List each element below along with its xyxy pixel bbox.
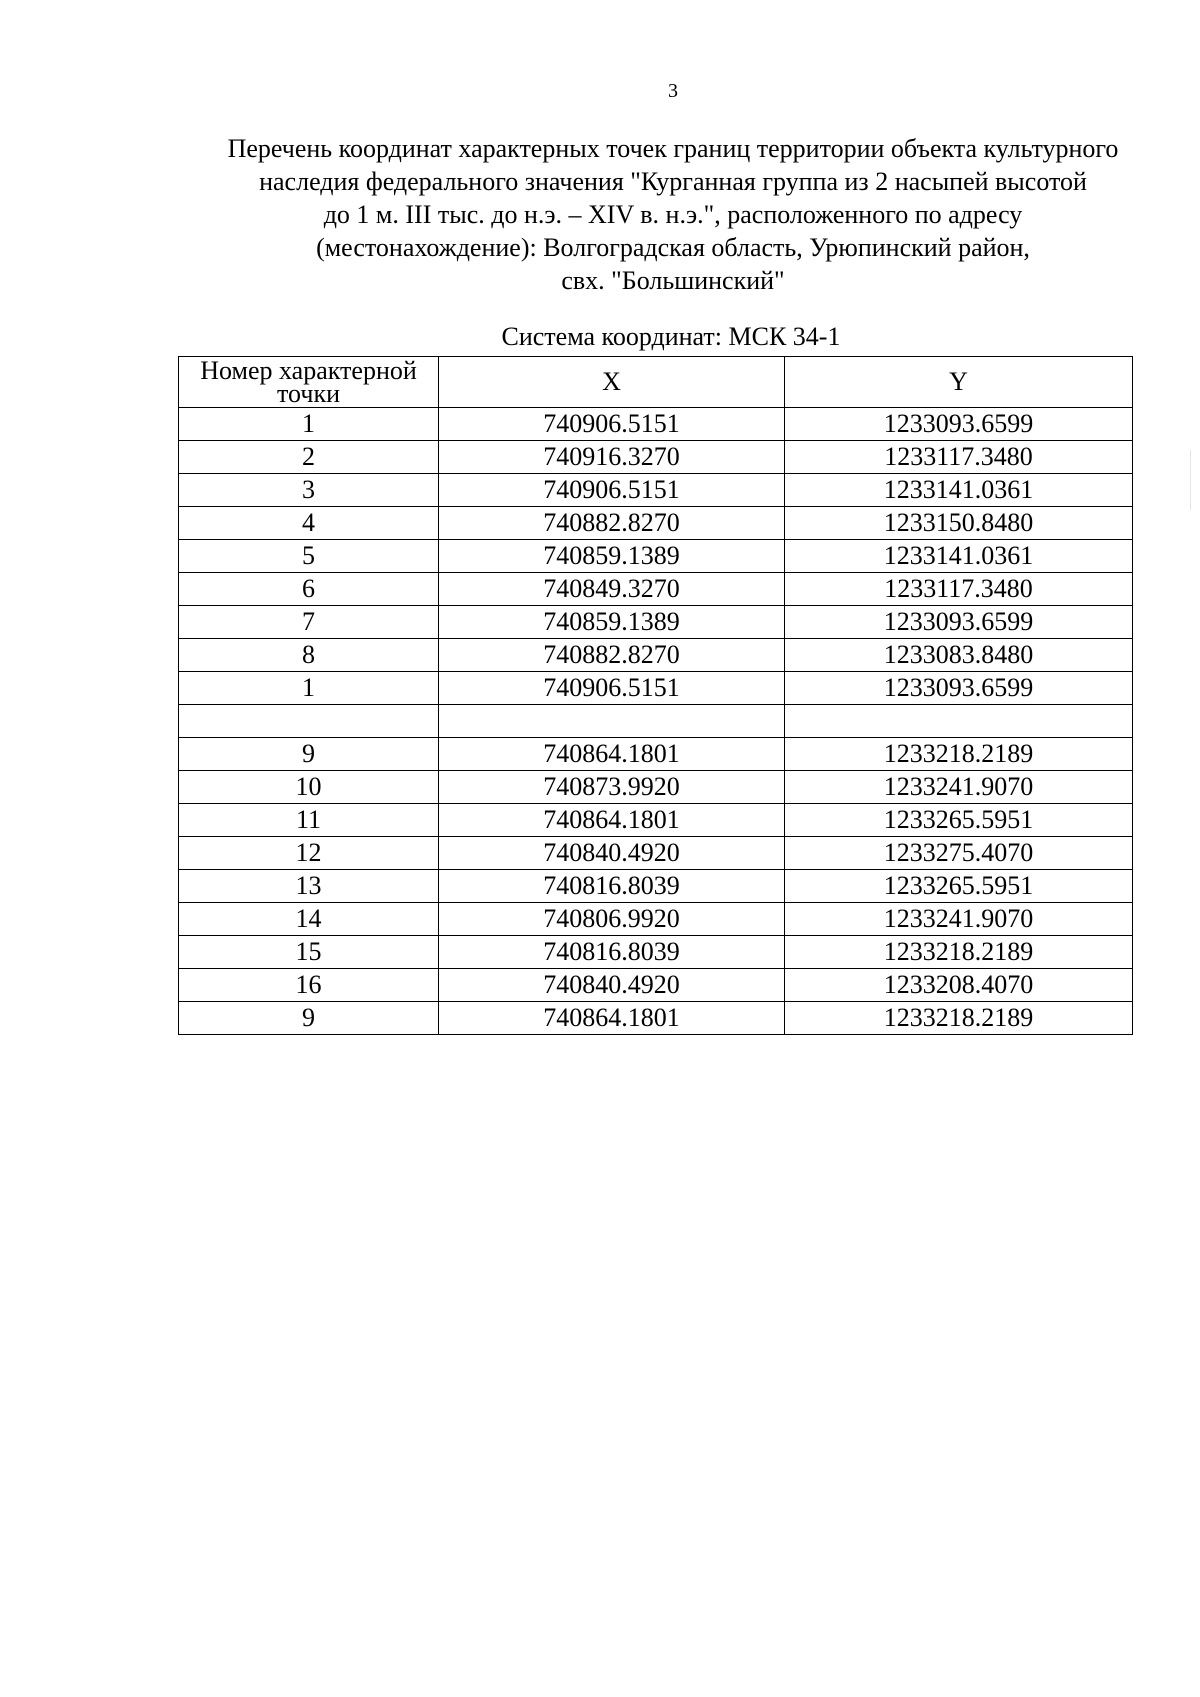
table-row: [179, 1002, 1133, 1035]
table-row: [179, 408, 1133, 441]
cell-point: 10: [179, 771, 439, 804]
cell-point: 7: [179, 606, 439, 639]
table-row: [179, 771, 1133, 804]
cell-y: 1233265.5951: [785, 804, 1133, 837]
table-row: [179, 837, 1133, 870]
title-line: свх. "Большинский": [561, 266, 785, 295]
cell-x: 740906.5151: [439, 408, 785, 441]
table-row: [179, 441, 1133, 474]
cell-y: 1233218.2189: [785, 936, 1133, 969]
cell-point: 2: [179, 441, 439, 474]
cell-point: 9: [179, 1002, 439, 1035]
cell-point: 8: [179, 639, 439, 672]
cell-point: 3: [179, 474, 439, 507]
cell-x: 740882.8270: [439, 639, 785, 672]
cell-point: 5: [179, 540, 439, 573]
table-row: [179, 903, 1133, 936]
cell-y: 1233208.4070: [785, 969, 1133, 1002]
cell-x: 740859.1389: [439, 540, 785, 573]
cell-x: 740849.3270: [439, 573, 785, 606]
cell-y: 1233093.6599: [785, 672, 1133, 705]
cell-x: 740873.9920: [439, 771, 785, 804]
cell-y: 1233241.9070: [785, 771, 1133, 804]
cell-x: 740882.8270: [439, 507, 785, 540]
page-number: 3: [668, 80, 678, 102]
title-line: наследия федерального значения "Курганная группа из 2 насыпей высотой: [259, 167, 1087, 196]
table-row: [179, 606, 1133, 639]
table-row: [179, 804, 1133, 837]
cell-x: 740806.9920: [439, 903, 785, 936]
cell-y: 1233218.2189: [785, 738, 1133, 771]
table-row: [179, 870, 1133, 903]
cell-point: 14: [179, 903, 439, 936]
cell-x: 740816.8039: [439, 936, 785, 969]
cell-y: 1233141.0361: [785, 474, 1133, 507]
table-body: [179, 408, 1133, 1035]
cell-y: 1233241.9070: [785, 903, 1133, 936]
table-header-row: [179, 357, 1133, 408]
cell-point: 15: [179, 936, 439, 969]
cell-point: 13: [179, 870, 439, 903]
cell-y: 1233093.6599: [785, 408, 1133, 441]
cell-point: 16: [179, 969, 439, 1002]
cell-x: 740916.3270: [439, 441, 785, 474]
cell-x: 740816.8039: [439, 870, 785, 903]
cell-x: 740864.1801: [439, 738, 785, 771]
cell-y: 1233093.6599: [785, 606, 1133, 639]
cell-x: 740906.5151: [439, 474, 785, 507]
table-row: [179, 672, 1133, 705]
header-y: Y: [785, 357, 1133, 408]
table-row: [179, 738, 1133, 771]
table-separator-row: [179, 705, 1133, 738]
empty-cell: [785, 705, 1133, 738]
cell-x: 740859.1389: [439, 606, 785, 639]
header-point-line2: точки: [277, 379, 340, 408]
cell-x: 740906.5151: [439, 672, 785, 705]
table-row: [179, 639, 1133, 672]
empty-cell: [179, 705, 439, 738]
cell-point: 1: [179, 672, 439, 705]
header-x: X: [439, 357, 785, 408]
document-title: [130, 132, 1200, 297]
table-row: [179, 474, 1133, 507]
cell-y: 1233218.2189: [785, 1002, 1133, 1035]
title-line: до 1 м. III тыс. до н.э. – XIV в. н.э.", расположенного по адресу: [323, 200, 1023, 229]
cell-point: 4: [179, 507, 439, 540]
cell-point: 6: [179, 573, 439, 606]
cell-point: 11: [179, 804, 439, 837]
cell-y: 1233265.5951: [785, 870, 1133, 903]
cell-y: 1233141.0361: [785, 540, 1133, 573]
cell-x: 740864.1801: [439, 804, 785, 837]
coordinate-system-label: Система координат: МСК 34-1: [501, 322, 841, 351]
cell-point: 12: [179, 837, 439, 870]
cell-point: 1: [179, 408, 439, 441]
cell-y: 1233117.3480: [785, 441, 1133, 474]
table-row: [179, 540, 1133, 573]
scan-artifact: [1190, 450, 1191, 510]
table-row: [179, 507, 1133, 540]
cell-x: 740864.1801: [439, 1002, 785, 1035]
table-row: [179, 936, 1133, 969]
cell-y: 1233117.3480: [785, 573, 1133, 606]
empty-cell: [439, 705, 785, 738]
cell-point: 9: [179, 738, 439, 771]
title-line: (местонахождение): Волгоградская область, Урюпинский район,: [316, 233, 1030, 262]
header-point-number: [179, 357, 439, 408]
cell-x: 740840.4920: [439, 969, 785, 1002]
cell-y: 1233150.8480: [785, 507, 1133, 540]
cell-y: 1233083.8480: [785, 639, 1133, 672]
table-row: [179, 573, 1133, 606]
title-line: Перечень координат характерных точек границ территории объекта культурного: [227, 134, 1119, 163]
coordinates-table: [178, 356, 1133, 1035]
cell-x: 740840.4920: [439, 837, 785, 870]
cell-y: 1233275.4070: [785, 837, 1133, 870]
header-point-line1: Номер характерной: [200, 356, 417, 385]
table-row: [179, 969, 1133, 1002]
